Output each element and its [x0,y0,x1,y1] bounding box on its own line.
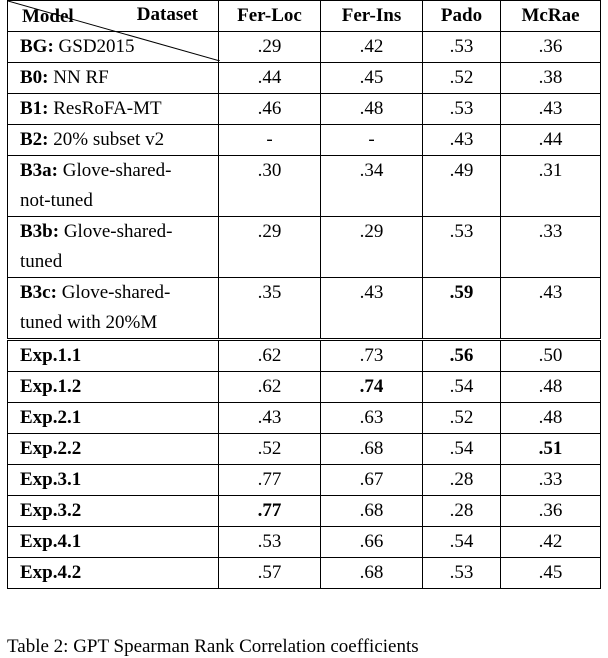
model-cell: Exp.4.1 [8,527,219,558]
value-cell: .29 [219,217,321,278]
value-cell: .67 [321,465,423,496]
value-cell: .52 [219,434,321,465]
value-cell: .52 [423,403,501,434]
model-name: 20% subset v2 [53,129,165,150]
model-name-continued: tuned [20,251,63,272]
value-cell: .36 [501,32,601,63]
table-row [8,527,601,558]
model-prefix: B3b: [20,221,60,242]
table-row [8,63,601,94]
model-name: Glove-shared- [63,221,173,242]
value-cell: .29 [219,32,321,63]
corner-header [8,1,219,32]
value-cell: .43 [423,125,501,156]
value-cell: .44 [501,125,601,156]
table-row [8,278,601,340]
value-cell: .28 [423,496,501,527]
model-cell [8,156,219,217]
value-cell: - [321,125,423,156]
model-cell: Exp.4.2 [8,558,219,589]
value-cell: .48 [501,372,601,403]
value-cell: - [219,125,321,156]
value-cell: .53 [423,217,501,278]
table-row [8,434,601,465]
table-row [8,465,601,496]
value-cell: .42 [501,527,601,558]
column-header: Fer-Ins [321,1,423,32]
model-prefix: B3c: [20,282,57,303]
model-cell [8,278,219,340]
value-cell: .53 [219,527,321,558]
value-cell: .44 [219,63,321,94]
model-name: Glove-shared- [62,160,172,181]
model-cell [8,217,219,278]
table-row [8,217,601,278]
table-row [8,125,601,156]
model-name-continued: not-tuned [20,190,93,211]
value-cell: .35 [219,278,321,340]
value-cell: .28 [423,465,501,496]
header-row [8,1,601,32]
value-cell: .54 [423,372,501,403]
value-cell: .43 [501,278,601,340]
value-cell: .74 [321,372,423,403]
value-cell: .51 [501,434,601,465]
table-row [8,94,601,125]
value-cell: .50 [501,340,601,372]
table-row [8,156,601,217]
value-cell: .43 [219,403,321,434]
model-cell: Exp.3.1 [8,465,219,496]
model-prefix: B0: [20,67,49,88]
value-cell: .29 [321,217,423,278]
model-prefix: B2: [20,129,49,150]
value-cell: .31 [501,156,601,217]
model-prefix: B1: [20,98,49,119]
value-cell: .53 [423,558,501,589]
table-caption: Table 2: GPT Spearman Rank Correlation coefficients [7,636,419,657]
model-name: NN RF [53,67,109,88]
value-cell: .54 [423,527,501,558]
value-cell: .54 [423,434,501,465]
value-cell: .62 [219,340,321,372]
model-name: GSD2015 [58,36,135,57]
column-header: Fer-Loc [219,1,321,32]
model-name-continued: tuned with 20%M [20,312,158,333]
value-cell: .42 [321,32,423,63]
value-cell: .68 [321,558,423,589]
value-cell: .63 [321,403,423,434]
model-cell: Exp.3.2 [8,496,219,527]
value-cell: .53 [423,32,501,63]
results-table [7,0,601,589]
value-cell: .33 [501,465,601,496]
dataset-label: Dataset [136,4,198,25]
model-prefix: BG: [20,36,54,57]
table-row [8,403,601,434]
value-cell: .68 [321,496,423,527]
value-cell: .43 [501,94,601,125]
value-cell: .77 [219,496,321,527]
value-cell: .45 [321,63,423,94]
table-row [8,372,601,403]
value-cell: .62 [219,372,321,403]
model-cell: Exp.1.2 [8,372,219,403]
value-cell: .59 [423,278,501,340]
model-cell [8,125,219,156]
table-row [8,558,601,589]
model-cell: Exp.2.2 [8,434,219,465]
value-cell: .68 [321,434,423,465]
model-cell [8,94,219,125]
value-cell: .73 [321,340,423,372]
model-label: Model [22,6,74,27]
model-prefix: B3a: [20,160,58,181]
model-name: Glove-shared- [61,282,171,303]
model-cell: Exp.1.1 [8,340,219,372]
column-header: Pado [423,1,501,32]
value-cell: .34 [321,156,423,217]
table-row [8,496,601,527]
value-cell: .38 [501,63,601,94]
value-cell: .53 [423,94,501,125]
model-cell: Exp.2.1 [8,403,219,434]
value-cell: .30 [219,156,321,217]
value-cell: .49 [423,156,501,217]
value-cell: .43 [321,278,423,340]
value-cell: .66 [321,527,423,558]
value-cell: .48 [501,403,601,434]
value-cell: .36 [501,496,601,527]
model-name: ResRoFA-MT [53,98,162,119]
value-cell: .45 [501,558,601,589]
value-cell: .77 [219,465,321,496]
value-cell: .46 [219,94,321,125]
table-row [8,340,601,372]
model-cell [8,63,219,94]
column-header: McRae [501,1,601,32]
value-cell: .52 [423,63,501,94]
value-cell: .48 [321,94,423,125]
value-cell: .57 [219,558,321,589]
value-cell: .33 [501,217,601,278]
value-cell: .56 [423,340,501,372]
